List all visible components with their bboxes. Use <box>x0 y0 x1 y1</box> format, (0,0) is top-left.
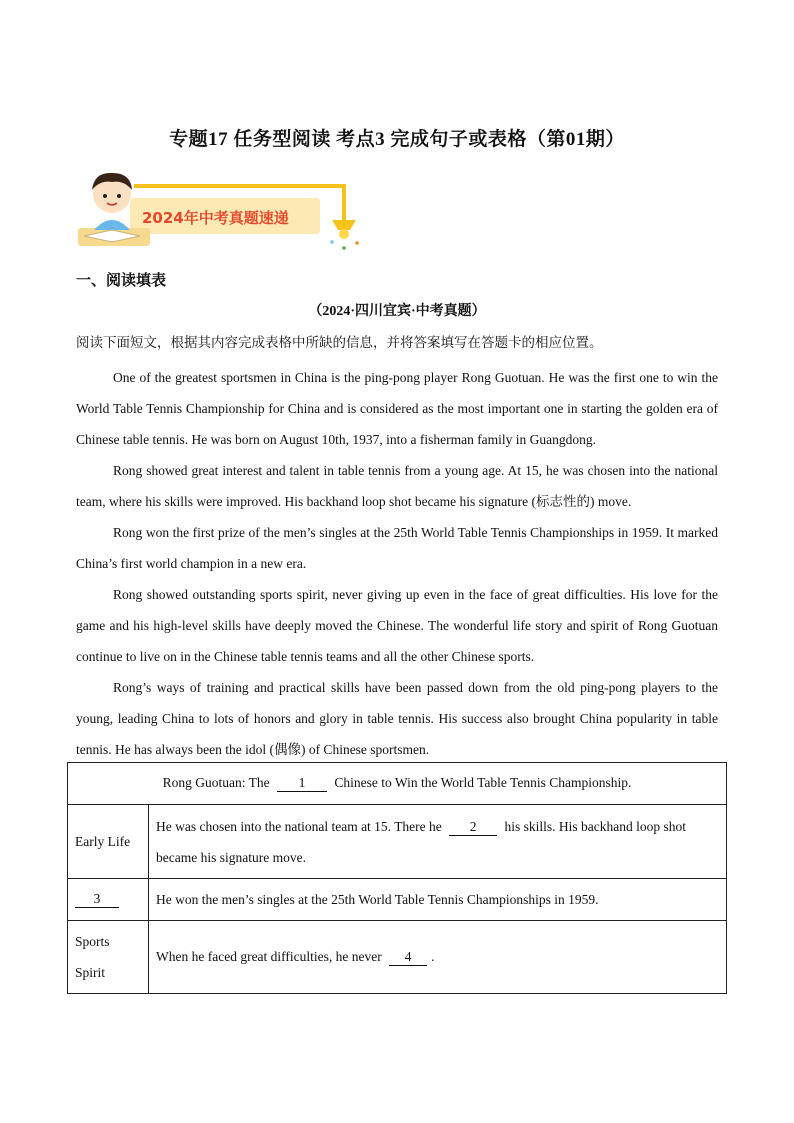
passage-paragraph: Rong showed outstanding sports spirit, never giving up even in the face of great difficulties. His love for the game and his high-level skills have deeply moved the Chinese. The wonderful life story and spirit of Rong Guotuan continue to live on in the Chinese table tennis teams and all the other Chinese sports. <box>76 587 718 664</box>
blank-3[interactable]: 3 <box>75 891 119 908</box>
blank-2[interactable]: 2 <box>449 819 497 836</box>
passage-paragraph: Rong won the first prize of the men’s singles at the 25th World Table Tennis Championships in 1959. It marked China’s first world champion in a new era. <box>76 525 718 571</box>
passage-paragraph: Rong showed great interest and talent in table tennis from a young age. At 15, he was chosen into the national team, where his skills were improved. His backhand loop shot became his signature (标志性的) move. <box>76 463 718 509</box>
row-label-sports-spirit: Sports Spirit <box>68 921 149 994</box>
passage-paragraph: Rong’s ways of training and practical skills have been passed down from the old ping-pong players to the young, leading China to lots of honors and glory in table tennis. His success also brought China popularity in table tennis. He has always been the idol (偶像) of Chinese sportsmen. <box>76 680 718 757</box>
row-content-sports-spirit: When he faced great difficulties, he never 4 . <box>149 921 727 994</box>
row-label-blank <box>68 879 149 921</box>
banner-text: 2024年中考真题速递 <box>142 209 289 227</box>
page-title: 专题17 任务型阅读 考点3 完成句子或表格（第01期） <box>169 129 625 150</box>
row-content-achievement: He won the men’s singles at the 25th World Table Tennis Championships in 1959. <box>149 879 727 921</box>
row-content-early-life: He was chosen into the national team at 15. There he 2 his skills. His backhand loop shot became his signature move. <box>149 805 727 879</box>
section-banner <box>74 170 364 254</box>
lamp-icon <box>330 220 359 250</box>
passage-paragraph: One of the greatest sportsmen in China is the ping-pong player Rong Guotuan. He was the first one to win the World Table Tennis Championship for China and is considered as the most important one in starting the golden era of Chinese table tennis. He was born on August 10th, 1937, into a fisherman family in Guangdong. <box>76 370 718 447</box>
row-label-early-life: Early Life <box>68 805 149 879</box>
blank-4[interactable]: 4 <box>389 949 427 966</box>
reading-passage <box>76 362 718 765</box>
answer-table <box>67 762 727 994</box>
question-source: （2024·四川宜宾·中考真题） <box>308 304 486 319</box>
instruction-text: 阅读下面短文，根据其内容完成表格中所缺的信息，并将答案填写在答题卡的相应位置。 <box>76 335 603 351</box>
table-header: Rong Guotuan: The 1 Chinese to Win the World Table Tennis Championship. <box>68 763 727 805</box>
blank-1[interactable]: 1 <box>277 775 327 792</box>
section-heading: 一、阅读填表 <box>76 271 167 289</box>
